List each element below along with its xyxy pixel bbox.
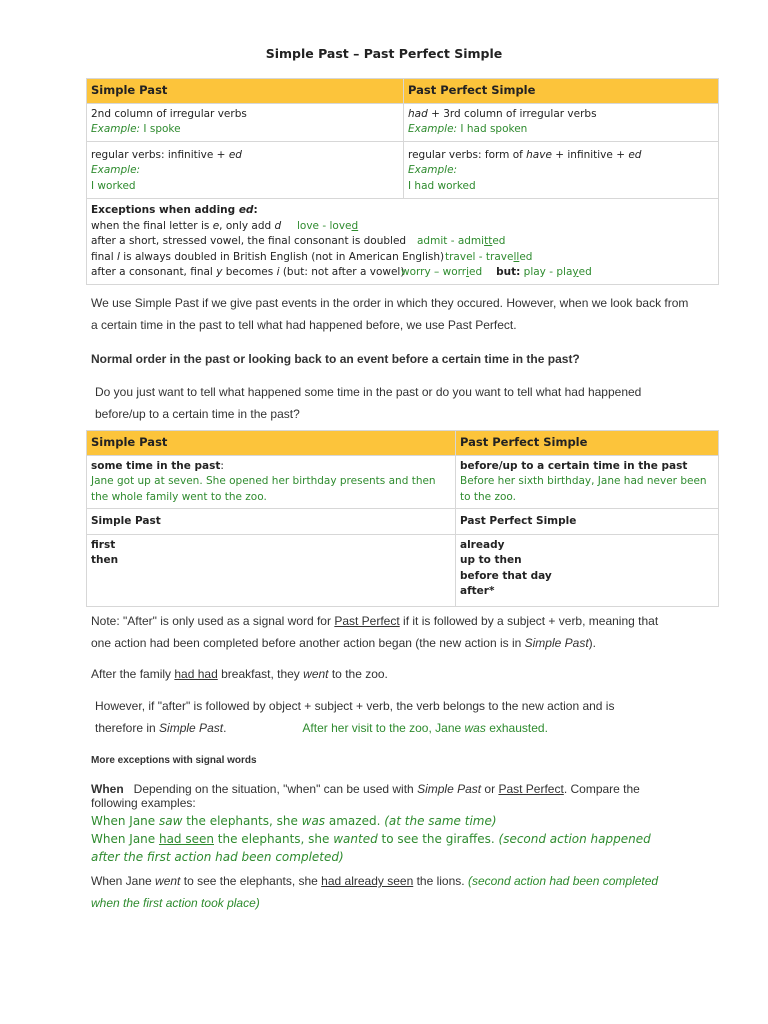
exception-example: worry – worried but: play - played [401,266,592,278]
usage-table-header-simple-past: Simple Past [87,431,456,456]
when-example-1: When Jane saw the elephants, she was amazed. (at the same time) [91,814,497,828]
table-cell: first then [87,534,456,606]
however-paragraph: However, if "after" is followed by object + subject + verb, the verb belongs to the new action and is therefore in Simple Past. After her visit to the zoo, Jane was exhausted. [95,699,615,735]
table-cell: regular verbs: infinitive + ed Example: I worked [87,141,404,199]
when-example-2: When Jane had seen the elephants, she wanted to see the giraffes. (second action happened after the first action had been completed) [91,832,651,864]
when-example-3: When Jane went to see the elephants, she had already seen the lions. (second action had been completed when the first action took place) [91,874,659,910]
table-row [87,509,719,535]
exception-example: admit - admitted [417,235,506,247]
usage-table [86,430,719,607]
note-paragraph: Note: "After" is only used as a signal word for Past Perfect if it is followed by a subject + verb, meaning that one action had been completed before another action began (the new action is in Simple Past). [91,614,659,650]
table-cell: before/up to a certain time in the past Before her sixth birthday, Jane had never been to the zoo. [456,455,719,509]
more-exceptions-heading: More exceptions with signal words [91,755,257,766]
table-cell: Past Perfect Simple [456,509,719,535]
table-row [87,103,719,141]
forms-table-header-past-perfect: Past Perfect Simple [404,79,719,104]
table-cell: had + 3rd column of irregular verbs Example: I had spoken [404,103,719,141]
exception-example: love - loved [297,219,359,232]
forms-table [86,78,719,285]
exceptions-row [87,199,719,285]
exception-rule: when the final letter is e, only add d love - loved [91,219,714,235]
table-cell: some time in the past: Jane got up at seven. She opened her birthday presents and then the whole family went to the zoo. [87,455,456,509]
exception-rule: after a consonant, final y becomes i (but: not after a vowel) worry – worried but: play - played [91,265,714,281]
table-cell: regular verbs: form of have + infinitive + ed Example: I had worked [404,141,719,199]
question-paragraph: Do you just want to tell what happened some time in the past or do you want to tell what had happened before/up to a certain time in the past? [95,385,642,421]
table-cell: Simple Past [87,509,456,535]
forms-table-header-simple-past: Simple Past [87,79,404,104]
intro-paragraph: We use Simple Past if we give past events in the order in which they occured. However, when we look back from a certain time in the past to tell what had happened before, we use Past Perfect. [91,296,689,332]
exception-example: travel - travelled [445,250,533,263]
table-row [87,534,719,606]
exception-rule: final l is always doubled in British English (not in American English) travel - travelled [91,250,714,266]
table-row [87,455,719,509]
when-examples [91,812,681,866]
exceptions-cell: Exceptions when adding ed: when the final letter is e, only add d love - loved after a short, stressed vowel, the final consonant is doubled admit - admitted final l is always doubled in British English (not in American English) travel - travelled after a consonant, final y becomes i (but: not after a vowel) worry – worried but: play - played [87,199,719,285]
example-after: After the family had had breakfast, they went to the zoo. [91,667,388,681]
section-heading: Normal order in the past or looking back to an event before a certain time in the past? [91,352,580,366]
usage-table-header-past-perfect: Past Perfect Simple [456,431,719,456]
exception-rule: after a short, stressed vowel, the final consonant is doubled admit - admitted [91,234,714,250]
table-cell: 2nd column of irregular verbs Example: I spoke [87,103,404,141]
page-title: Simple Past – Past Perfect Simple [265,46,503,61]
when-paragraph: When Depending on the situation, "when" can be used with Simple Past or Past Perfect. Compare the following examples: [91,782,640,810]
table-row [87,141,719,199]
table-cell: already up to then before that day after* [456,534,719,606]
